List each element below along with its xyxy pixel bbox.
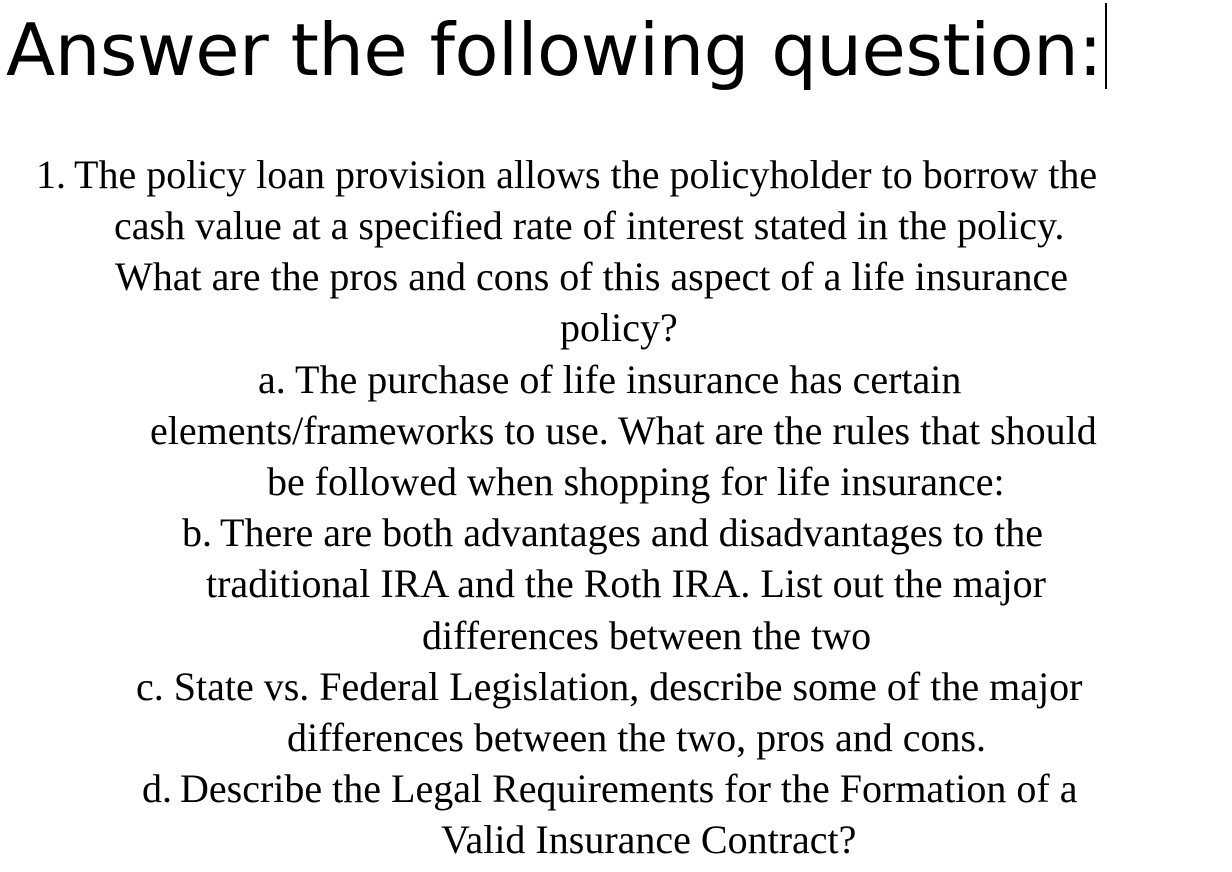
- sub-item-d-line-1: d. Describe the Legal Requirements for the Formation of a: [142, 766, 1078, 811]
- sub-item-c-line-1: c. State vs. Federal Legislation, describe some of the major: [136, 664, 1083, 709]
- sub-item-a-line-1: a. The purchase of life insurance has certain: [258, 357, 962, 402]
- question-1-line-3: What are the pros and cons of this aspect of a life insurance: [115, 254, 1068, 299]
- sub-item-b-line-2: traditional IRA and the Roth IRA. List out the major: [206, 561, 1046, 606]
- sub-item-a-line-2: elements/frameworks to use. What are the rules that should: [150, 408, 1097, 453]
- sub-item-c-line-2: differences between the two, pros and cons.: [287, 715, 987, 760]
- sub-item-b-line-1: b. There are both advantages and disadvantages to the: [182, 510, 1044, 555]
- sub-item-b-line-3: differences between the two: [422, 613, 872, 658]
- sub-item-d-line-2: Valid Insurance Contract?: [441, 817, 857, 862]
- page-title: [6, 2, 1226, 98]
- question-1-line-2: cash value at a specified rate of interest stated in the policy.: [114, 203, 1065, 248]
- question-1-line-1: 1. The policy loan provision allows the policyholder to borrow the: [36, 152, 1098, 197]
- sub-item-a-line-3: be followed when shopping for life insurance:: [267, 459, 1005, 504]
- text-cursor: [1105, 3, 1107, 89]
- question-1-line-4: policy?: [560, 305, 678, 350]
- title-text: Answer the following question:: [6, 8, 1103, 92]
